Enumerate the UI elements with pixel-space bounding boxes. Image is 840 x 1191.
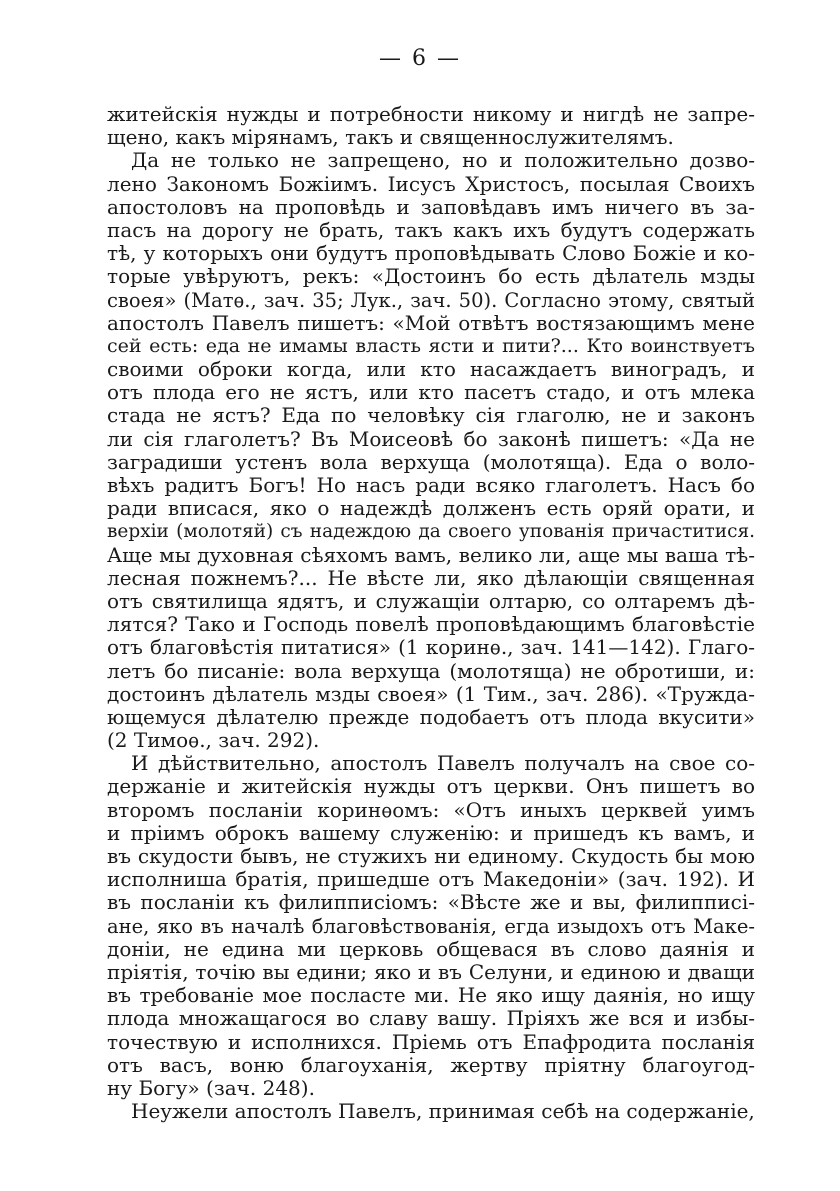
text-line: отъ васъ, воню благоуханія, жертву пріятну благоугод- — [107, 1052, 755, 1077]
text-line: отъ благовѣстія питатися» (1 коринѳ., зач. 141—142). Глаго- — [107, 635, 755, 660]
text-line: плода множащагося во славу вашу. Пріяхъ же вся и избы- — [107, 1006, 755, 1031]
text-line: Аще мы духовная сѣяхомъ вамъ, велико ли, аще мы ваша тѣ- — [107, 542, 755, 567]
text-line: въ требованіе мое посласте ми. Не яко ищу даянія, но ищу — [107, 983, 755, 1008]
text-line: точествую и исполнихся. Пріемь отъ Епафродита посланія — [107, 1029, 755, 1054]
text-line: держаніе и житейскія нужды отъ церкви. Онъ пишетъ во — [107, 774, 755, 799]
text-line: вѣхъ радитъ Богъ! Но насъ ради всяко глаголетъ. Насъ бо — [107, 473, 755, 497]
text-line: заградиши устенъ вола верхуща (молотяща). Еда о воло- — [107, 449, 755, 474]
text-line: Да не только не запрещено, но и положительно дозво- — [131, 148, 755, 173]
text-line: верхіи (молотяй) съ надеждою да своего упованія причаститися. — [107, 521, 755, 543]
text-line: (2 Тимоѳ., зач. 292). — [107, 728, 320, 753]
text-line: житейскія нужды и потребности никому и нигдѣ не запре- — [107, 102, 755, 126]
text-line: щено, какъ мірянамъ, такъ и священнослужителямъ. — [107, 125, 674, 150]
text-line: своими оброки когда, или кто насаждаетъ виноградъ, и — [107, 357, 755, 382]
text-line: въ посланіи къ филипписіомъ: «Вѣсте же и вы, филипписі- — [107, 890, 755, 915]
text-line: И дѣйствительно, апостолъ Павелъ получалъ на свое со- — [131, 751, 755, 776]
text-line: ющемуся дѣлателю прежде подобаетъ отъ плода вкусити» — [107, 704, 755, 729]
text-line: отъ плода его не ястъ, или кто пасетъ стадо, и отъ млека — [107, 380, 755, 405]
text-line: достоинъ дѣлатель мзды своея» (1 Тим., зач. 286). «Тружда- — [107, 681, 755, 706]
text-line: стада не ястъ? Еда по человѣку сія глаголю, не и законъ — [107, 403, 755, 428]
text-line: тѣ, у которыхъ они будутъ проповѣдывать Слово Божіе и ко- — [107, 241, 755, 266]
text-line: доніи, не едина ми церковь общевася въ слово даянія и — [107, 936, 755, 961]
text-line: апостоловъ на проповѣдь и заповѣдавъ имъ ничего въ за- — [107, 194, 755, 219]
text-line: исполниша братія, пришедше отъ Македоніи» (зач. 192). И — [107, 867, 755, 892]
text-line: ли сія глаголетъ? Въ Моисеовѣ бо законѣ пишетъ: «Да не — [107, 426, 755, 451]
text-line: лесная пожнемъ?... Не вѣсте ли, яко дѣлающіи священная — [107, 565, 755, 590]
text-line: лятся? Тако и Господь повелѣ проповѣдающимъ благовѣстіе — [107, 612, 755, 637]
text-line: и пріимъ оброкъ вашему служенію: и пришедъ къ вамъ, и — [107, 820, 755, 845]
text-line: торые увѣруютъ, рекъ: «Достоинъ бо есть дѣлатель мзды — [107, 264, 755, 289]
text-line: ну Богу» (зач. 248). — [107, 1075, 315, 1100]
body-text — [107, 103, 755, 1123]
text-line: лено Закономъ Божіимъ. Іисусъ Христосъ, посылая Своихъ — [107, 171, 755, 196]
text-line: отъ святилища ядятъ, и служащіи олтарю, со олтаремъ дѣ- — [107, 588, 755, 613]
text-line: ане, яко въ началѣ благовѣствованія, егда изыдохъ отъ Маке- — [107, 914, 755, 938]
text-line: сей есть: еда не имамы власть ясти и пити?... Кто воинствуетъ — [107, 334, 755, 357]
text-line: въ скудости бывъ, не стужихъ ни единому. Скудость бы мою — [107, 844, 755, 868]
text-line: пріятія, точію вы едини; яко и въ Селуни, и единою и дващи — [107, 959, 755, 984]
text-line: своея» (Матѳ., зач. 35; Лук., зач. 50). Согласно этому, святый — [107, 288, 755, 312]
text-line: пасъ на дорогу не брать, такъ какъ ихъ будутъ содержать — [107, 217, 755, 242]
page-number: — 6 — — [379, 46, 461, 71]
text-line: Неужели апостолъ Павелъ, принимая себѣ на содержаніе, — [131, 1099, 755, 1124]
text-line: летъ бо писаніе: вола верхуща (молотяща) не обротиши, и: — [107, 658, 755, 683]
text-line: ради вписася, яко о надеждѣ долженъ есть оряй орати, и — [107, 496, 755, 521]
text-line: апостолъ Павелъ пишетъ: «Мой отвѣтъ востязающимъ мене — [107, 310, 755, 335]
text-line: второмъ посланіи коринѳомъ: «Отъ иныхъ церквей уимъ — [107, 797, 755, 822]
